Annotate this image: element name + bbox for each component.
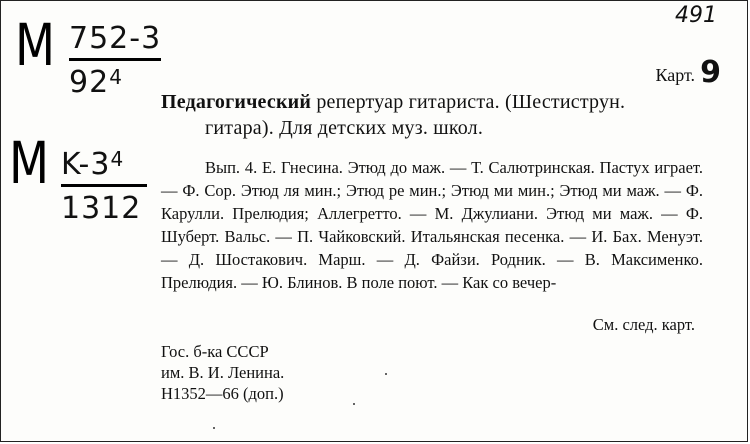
library-line-3: Н1352—66 (доп.)	[161, 384, 284, 403]
card-number-mark: 9	[700, 55, 721, 90]
contents-text	[161, 156, 703, 294]
call-number-top-denominator: $92^4$	[69, 65, 123, 100]
card-label	[655, 55, 721, 90]
title-line-1	[161, 89, 706, 115]
library-line-1: Гос. б-ка СССР	[161, 342, 269, 361]
title-rest: репертуар гитариста. (Шестиструн.	[311, 91, 626, 113]
stamp-letter-bottom: M	[9, 129, 48, 197]
fraction-rule	[61, 184, 147, 187]
call-number-bottom-numerator: $K-3^4$	[61, 147, 125, 182]
see-next-card: См. след. карт.	[592, 315, 695, 334]
fraction-rule	[69, 58, 161, 61]
speck	[385, 373, 387, 375]
corner-number: 491	[675, 3, 717, 28]
call-number-top	[69, 21, 161, 100]
call-number-bottom-denominator: 1312	[61, 191, 142, 226]
library-line-2: им. В. И. Ленина.	[161, 363, 285, 382]
speck	[353, 403, 355, 405]
speck	[213, 427, 215, 429]
title-bold: Педагогический	[161, 91, 312, 113]
library-info	[161, 341, 284, 404]
contents-paragraph: Вып. 4. Е. Гнесина. Этюд до маж. — Т. Салютринская. Пастух играет. — Ф. Сор. Этюд ля мин.; Этюд ре мин.; Этюд ми мин.; Этюд ми маж. — Ф. Карулли. Прелюдия; Аллегретто. — М. Джулиани. Этюд ми маж. — Ф. Шуберт. Вальс. — П. Чайковский. Итальянская песенка. — И. Бах. Менуэт. — Д. Шостакович. Марш. — Д. Файзи. Родник. — В. Максименко. Прелюдия. — Ю. Блинов. В поле поют. — Как со вечер-	[161, 158, 703, 292]
call-number-top-numerator: 752-3	[69, 21, 162, 56]
stamp-letter-top: M	[15, 11, 54, 79]
card-label-text: Карт.	[655, 65, 695, 85]
call-number-bottom	[61, 147, 147, 226]
card-title	[161, 89, 706, 141]
title-line-2: гитара). Для детских муз. школ.	[205, 117, 484, 139]
